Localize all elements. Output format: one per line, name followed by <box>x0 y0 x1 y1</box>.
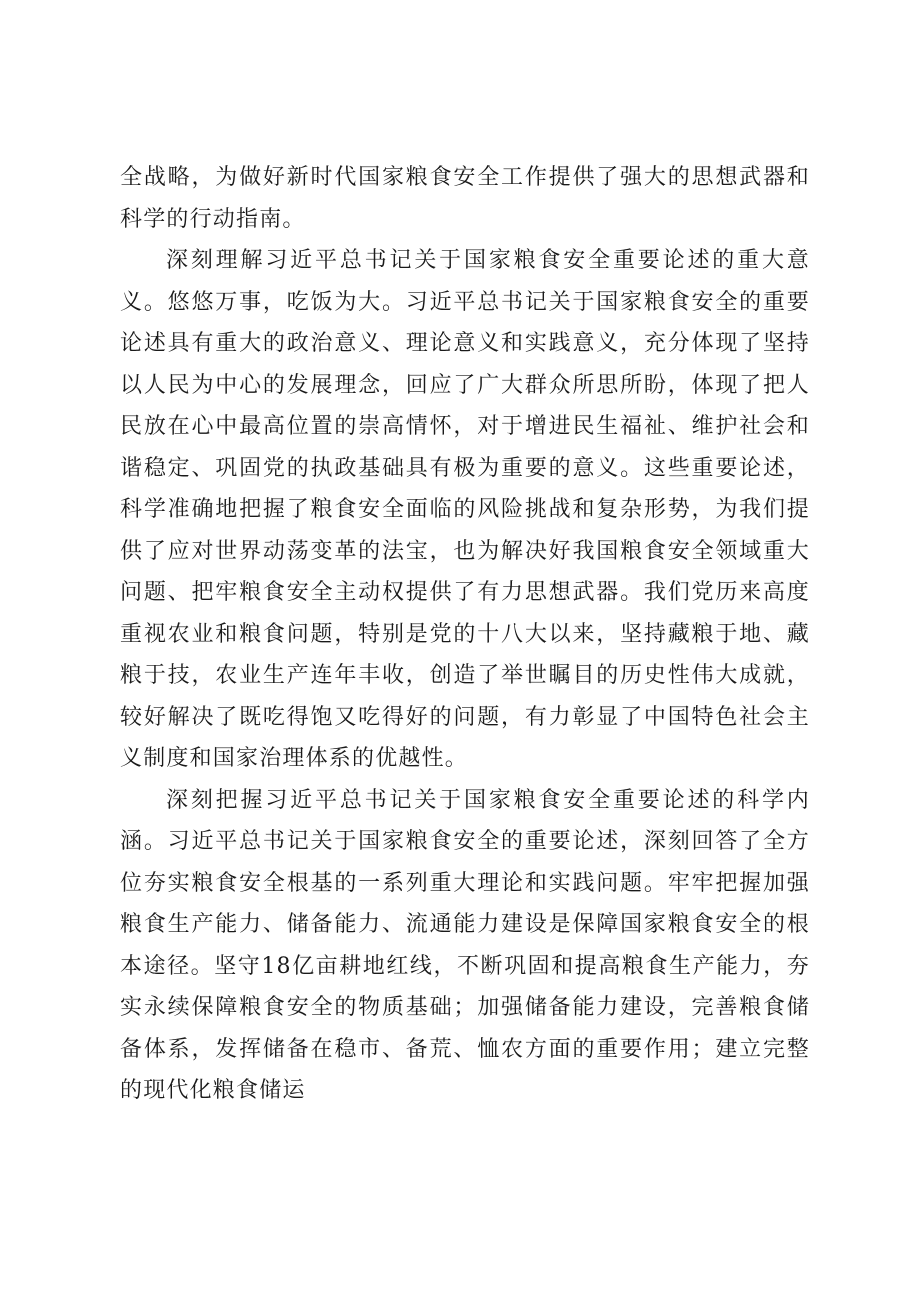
paragraph-continuation: 全战略，为做好新时代国家粮食安全工作提供了强大的思想武器和科学的行动指南。 <box>120 165 810 232</box>
paragraph-connotation: 深刻把握习近平总书记关于国家粮食安全重要论述的科学内涵。习近平总书记关于国家粮食安全的重要论述，深刻回答了全方位夯实粮食安全根基的一系列重大理论和实践问题。牢牢把握加强粮食生产能力、储备能力、流通能力建设是保障国家粮食安全的根本途径。坚守18亿亩耕地红线，不断巩固和提高粮食生产能力，夯实永续保障粮食安全的物质基础；加强储备能力建设，完善粮食储备体系，发挥储备在稳市、备荒、恤农方面的重要作用；建立完整的现代化粮食储运 <box>120 787 810 1103</box>
document-body <box>120 157 810 1112</box>
paragraph-significance: 深刻理解习近平总书记关于国家粮食安全重要论述的重大意义。悠悠万事，吃饭为大。习近平总书记关于国家粮食安全的重要论述具有重大的政治意义、理论意义和实践意义，充分体现了坚持以人民为中心的发展理念，回应了广大群众所思所盼，体现了把人民放在心中最高位置的崇高情怀，对于增进民生福祉、维护社会和谐稳定、巩固党的执政基础具有极为重要的意义。这些重要论述，科学准确地把握了粮食安全面临的风险挑战和复杂形势，为我们提供了应对世界动荡变革的法宝，也为解决好我国粮食安全领域重大问题、把牢粮食安全主动权提供了有力思想武器。我们党历来高度重视农业和粮食问题，特别是党的十八大以来，坚持藏粮于地、藏粮于技，农业生产连年丰收，创造了举世瞩目的历史性伟大成就，较好解决了既吃得饱又吃得好的问题，有力彰显了中国特色社会主义制度和国家治理体系的优越性。 <box>120 248 810 771</box>
